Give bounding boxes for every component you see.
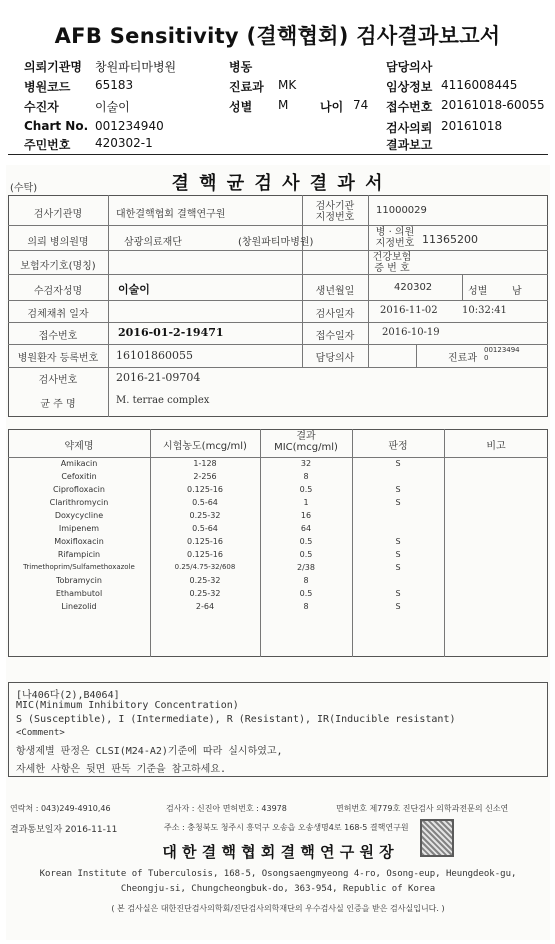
table-row	[8, 588, 548, 600]
sex-label: 성별	[229, 100, 253, 114]
patient-name-value: 이술이	[118, 283, 150, 296]
footer-cert: ( 본 검사실은 대한진단검사의학회/진단검사의학재단의 우수검사실 인증을 받은 검사실입니다. )	[111, 904, 445, 913]
receipt-date-value: 2016-10-19	[382, 327, 440, 338]
drug-name: Imipenem	[58, 524, 100, 533]
drug-name: Amikacin	[60, 459, 98, 468]
drug-name: Ethambutol	[55, 589, 103, 598]
drug-judge: S	[395, 589, 401, 598]
col-range: 시험농도(mcg/ml)	[163, 441, 247, 452]
collect-date-label: 검체채취 일자	[27, 309, 89, 320]
receipt-date-label: 접수일자	[315, 331, 355, 342]
age-label: 나이	[320, 100, 344, 114]
col-judge: 판정	[388, 441, 408, 452]
sex-value: M	[278, 98, 289, 112]
note-mic: MIC(Minimum Inhibitory Concentration)	[16, 700, 239, 711]
drug-mic: 0.5	[299, 537, 313, 546]
hosp-id-label: 병 · 의원 지정번호	[375, 227, 415, 249]
sex-value-doc: 남	[512, 286, 522, 297]
ref-hospital-label: 의뢰 병의원명	[27, 237, 89, 248]
header-divider	[8, 154, 548, 155]
table-row	[8, 536, 548, 548]
note-legend: S (Susceptible), I (Intermediate), R (Resistant), IR(Inducible resistant)	[16, 714, 456, 725]
table-row	[8, 458, 548, 470]
table-row	[8, 601, 548, 613]
clinical-info-label: 임상정보	[386, 80, 433, 94]
department-label: 진료과	[229, 80, 264, 94]
table-row	[8, 575, 548, 587]
sex-label-doc: 성별	[468, 286, 488, 297]
drug-range: 1-128	[193, 459, 217, 468]
dept-value-doc: 00123494 0	[484, 346, 520, 362]
drug-judge: S	[395, 550, 401, 559]
institution-label: 의뢰기관명	[24, 60, 82, 74]
drug-judge: S	[395, 537, 401, 546]
receipt-no-value-doc: 2016-01-2-19471	[118, 326, 224, 339]
drug-mic: 64	[300, 524, 312, 533]
footer-address-kr: 주소 : 충청북도 청주시 흥덕구 오송읍 오송생명4로 168-5 결핵연구원	[164, 823, 409, 832]
drug-mic: 8	[303, 602, 309, 611]
drug-name: Rifampicin	[57, 550, 101, 559]
doctor-label: 담당의사	[386, 60, 433, 74]
table-row	[8, 484, 548, 496]
drug-name: Linezolid	[61, 602, 97, 611]
drug-judge: S	[395, 498, 401, 507]
patient-name-label: 수검자성명	[33, 286, 83, 297]
drug-mic: 32	[300, 459, 312, 468]
test-no-value: 2016-21-09704	[116, 371, 201, 384]
drug-range: 2-64	[195, 602, 215, 611]
drug-mic: 16	[300, 511, 312, 520]
age-value: 74	[353, 98, 369, 112]
drug-range: 0.5-64	[192, 498, 218, 507]
drug-mic: 1	[303, 498, 309, 507]
footer-org: 대 한 결 핵 협 회 결 핵 연 구 원 장	[162, 843, 394, 861]
test-no-label: 검사번호	[38, 375, 78, 386]
resident-no-label: 주민번호	[24, 138, 71, 152]
report-label: 결과보고	[386, 138, 433, 152]
drug-range: 0.125-16	[187, 550, 223, 559]
drug-range: 0.5-64	[192, 524, 218, 533]
lab-name-value: 대한결핵협회 결핵연구원	[116, 209, 226, 220]
patient-label: 수진자	[24, 100, 59, 114]
request-date-label: 검사의뢰	[386, 121, 433, 135]
table-row	[8, 510, 548, 522]
drug-name: Moxifloxacin	[54, 537, 104, 546]
official-seal-icon	[420, 819, 454, 857]
table-row	[8, 562, 548, 574]
drug-mic: 8	[303, 576, 309, 585]
receipt-no-label-doc: 접수번호	[38, 331, 78, 342]
footer-address-en-1: Korean Institute of Tuberculosis, 168-5, Osongsaengmyeong 4-ro, Osong-eup, Heungdeok-gu,	[39, 869, 517, 879]
insured-label: 보험자기호(명칭)	[20, 261, 96, 272]
footer-tester: 검사자 : 신진아 면허번호 : 43978	[166, 804, 287, 813]
drug-mic: 2/38	[297, 563, 315, 572]
drug-name: Trimethoprim/Sulfamethoxazole	[23, 563, 135, 571]
footer-address-en-2: Cheongju-si, Chungcheongbuk-do, 363-954, Republic of Korea	[120, 884, 436, 894]
footer-chief: 면허번호 제779호 진단검사 의학과전문의 신소연	[336, 804, 509, 813]
drug-range: 0.25/4.75-32/608	[174, 563, 236, 571]
drug-name: Doxycycline	[54, 511, 104, 520]
drug-judge: S	[395, 459, 401, 468]
scanned-report	[6, 165, 550, 940]
species-label: 균 주 명	[40, 399, 76, 410]
drug-mic: 0.5	[299, 550, 313, 559]
drug-range: 0.25-32	[189, 511, 221, 520]
institution-value: 창원파티마병원	[95, 60, 177, 74]
footer-report-date: 결과통보일자 2016-11-11	[10, 825, 118, 835]
col-mic: 결과 MIC(mcg/ml)	[274, 431, 338, 453]
hospital-code-value: 65183	[95, 78, 134, 92]
receipt-no-label: 접수번호	[386, 100, 433, 114]
note-comment-2: 자세한 사항은 뒷면 판독 기준을 참고하세요.	[16, 764, 227, 775]
drug-name: Cefoxitin	[61, 472, 97, 481]
col-remark: 비고	[486, 441, 506, 452]
drug-range: 0.125-16	[187, 537, 223, 546]
lab-id-value: 11000029	[376, 205, 427, 216]
table-row	[8, 549, 548, 561]
report-title: AFB Sensitivity (결핵협회) 검사결과보고서	[54, 24, 501, 48]
drug-judge: S	[395, 563, 401, 572]
test-date-value: 2016-11-02	[380, 305, 438, 316]
hosp-patient-no-value: 16101860055	[116, 349, 193, 362]
drug-mic: 8	[303, 472, 309, 481]
lab-name-label: 검사기관명	[33, 209, 83, 220]
chart-no-value: 001234940	[95, 119, 164, 133]
drug-range: 0.25-32	[189, 576, 221, 585]
drug-name: Ciprofloxacin	[53, 485, 105, 494]
drug-mic: 0.5	[299, 485, 313, 494]
drug-range: 0.125-16	[187, 485, 223, 494]
col-drug: 약제명	[64, 441, 94, 452]
footer-phone: 연락처 : 043)249-4910,46	[10, 804, 111, 813]
test-date-label: 검사일자	[315, 309, 355, 320]
hospital-code-label: 병원코드	[24, 80, 71, 94]
test-time-value: 10:32:41	[462, 305, 507, 316]
ward-label: 병동	[229, 60, 253, 74]
chart-no-label: Chart No.	[24, 119, 89, 133]
drug-judge: S	[395, 485, 401, 494]
request-date-value: 20161018	[441, 119, 503, 133]
species-value: M. terrae complex	[116, 395, 210, 406]
drug-range: 2-256	[193, 472, 217, 481]
drug-name: Tobramycin	[56, 576, 102, 585]
clinical-info-value: 4116008445	[441, 78, 518, 92]
birth-value: 420302	[394, 282, 433, 293]
lab-id-label: 검사기관 지정번호	[315, 201, 355, 223]
birth-label: 생년월일	[315, 286, 355, 297]
receipt-no-value: 20161018-60055	[441, 98, 545, 112]
ref-hospital-sub: (창원파티마병원)	[238, 237, 314, 248]
drug-mic: 0.5	[299, 589, 313, 598]
doctor-label-doc: 담당의사	[315, 353, 355, 364]
doc-corner-label: (수탁)	[10, 183, 38, 194]
hosp-id-value: 11365200	[422, 233, 478, 246]
note-comment-label: <Comment>	[16, 728, 65, 738]
ref-hospital-value: 삼광의료재단	[124, 237, 182, 248]
note-comment-1: 항생제별 판정은 CLSI(M24-A2)기준에 따라 실시하였고,	[16, 746, 283, 757]
doc-title: 결 핵 균 검 사 결 과 서	[171, 173, 385, 194]
drug-name: Clarithromycin	[49, 498, 109, 507]
patient-value: 이술이	[95, 100, 130, 114]
drug-range: 0.25-32	[189, 589, 221, 598]
table-row	[8, 497, 548, 509]
dept-label-doc: 진료과	[448, 353, 477, 364]
resident-no-value: 420302-1	[95, 136, 153, 150]
note-code: [나406다(2),B4064]	[16, 690, 120, 701]
table-row	[8, 523, 548, 535]
department-value: MK	[278, 78, 297, 92]
table-row	[8, 471, 548, 483]
insurance-no-label: 건강보험 증 번 호	[372, 252, 412, 274]
hosp-patient-no-label: 병원환자 등록번호	[17, 353, 99, 364]
drug-judge: S	[395, 602, 401, 611]
